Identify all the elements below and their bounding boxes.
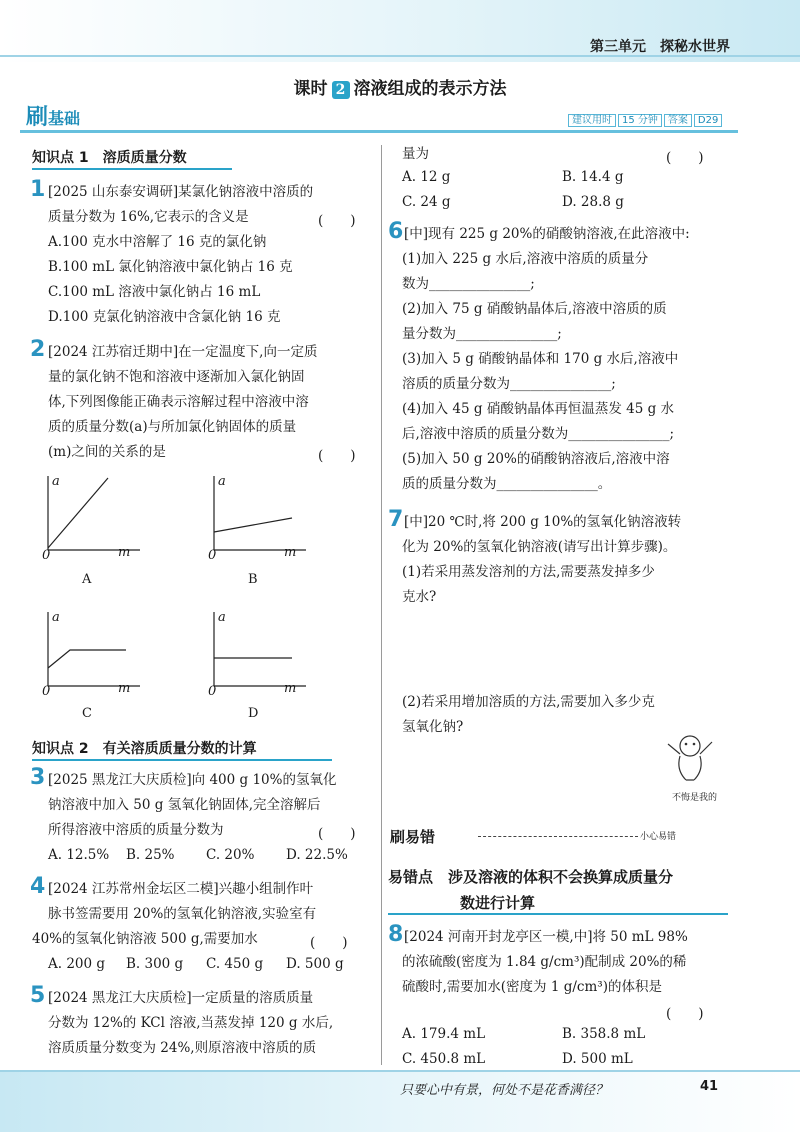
q2-line: 体,下列图像能正确表示溶解过程中溶液中溶 — [48, 394, 309, 410]
section-brush — [26, 100, 80, 131]
graph-b-curve — [214, 518, 292, 532]
q1-option: A.100 克水中溶解了 16 克的氯化钠 — [48, 234, 267, 250]
graph-b-origin: 0 — [208, 548, 217, 563]
q1-line: 质量分数为 16%,它表示的含义是 — [48, 209, 249, 225]
time-value: 15 分钟 — [618, 114, 662, 127]
lesson-prefix: 课时 — [293, 79, 328, 99]
q4-option: A. 200 g — [48, 956, 106, 972]
lesson-title-text: 溶液组成的表示方法 — [353, 79, 507, 99]
q8-line: [2024 河南开封龙亭区一模,中]将 50 mL 98% — [404, 929, 688, 945]
q2-line: [2024 江苏宿迁期中]在一定温度下,向一定质 — [48, 344, 318, 360]
q5-continuation: 量为 — [402, 146, 429, 162]
graph-a — [48, 476, 140, 550]
q6-line[interactable]: 质的质量分数为_______________。 — [402, 476, 612, 492]
q8-option: A. 179.4 mL — [402, 1026, 486, 1042]
q7-line: 化为 20%的氢氧化钠溶液(请写出计算步骤)。 — [402, 539, 677, 555]
err-heading-2: 数进行计算 — [460, 894, 536, 912]
q3-option: A. 12.5% — [48, 847, 110, 863]
answer-label: 答案 — [664, 114, 692, 127]
q3-line: 所得溶液中溶质的质量分数为 — [48, 822, 224, 838]
q7-line: (2)若采用增加溶质的方法,需要加入多少克 — [402, 694, 655, 710]
graph-c-origin: 0 — [42, 684, 51, 699]
footer-motto: 只要心中有景，何处不是花香满径？ — [400, 1083, 609, 1098]
err-brush: 刷易错 — [390, 828, 436, 846]
q2-line: (m)之间的关系的是 — [48, 444, 166, 460]
q6-line[interactable]: 量分数为_______________; — [402, 326, 562, 342]
q8-option: D. 500 mL — [562, 1051, 633, 1067]
q4-line: [2024 江苏常州金坛区二模]兴趣小组制作叶 — [48, 881, 314, 897]
q1-option: B.100 mL 氯化钠溶液中氯化钠占 16 克 — [48, 259, 293, 275]
graph-d-origin: 0 — [208, 684, 217, 699]
q2-answer-paren[interactable]: ( ) — [318, 448, 356, 464]
q8-number: 8 — [388, 922, 404, 947]
q6-line[interactable]: 溶质的质量分数为_______________; — [402, 376, 616, 392]
q5-option: D. 28.8 g — [562, 194, 624, 210]
q3-option: B. 25% — [126, 847, 175, 863]
q2-line: 质的质量分数(a)与所加氯化钠固体的质量 — [48, 419, 297, 435]
err-dashline — [478, 836, 638, 837]
graph-a-ylabel: a — [52, 474, 60, 489]
q6-line: (5)加入 50 g 20%的硝酸钠溶液后,溶液中溶 — [402, 451, 670, 467]
q6-line: (1)加入 225 g 水后,溶液中溶质的质量分 — [402, 251, 649, 267]
q4-number: 4 — [30, 874, 46, 899]
graph-b-label: B — [248, 572, 258, 587]
q6-line: (4)加入 45 g 硝酸钠晶体再恒温蒸发 45 g 水 — [402, 401, 675, 417]
q1-line: [2025 山东泰安调研]某氯化钠溶液中溶质的 — [48, 184, 314, 200]
q6-line: [中]现有 225 g 20%的硝酸钠溶液,在此溶液中: — [404, 226, 690, 242]
err-underline — [388, 913, 728, 915]
q3-number: 3 — [30, 765, 46, 790]
q6-line[interactable]: 数为_______________; — [402, 276, 535, 292]
q7-number: 7 — [388, 507, 404, 532]
q5-answer-paren[interactable]: ( ) — [666, 150, 704, 166]
graph-c-label: C — [82, 706, 92, 721]
brush-sub: 基础 — [48, 109, 81, 128]
graph-c-curve — [48, 650, 126, 668]
page-number: 41 — [700, 1079, 719, 1094]
q8-line: 的浓硫酸(密度为 1.84 g/cm³)配制成 20%的稀 — [402, 954, 687, 970]
q7-line: (1)若采用蒸发溶剂的方法,需要蒸发掉多少 — [402, 564, 655, 580]
q5-option: A. 12 g — [402, 169, 451, 185]
q4-option: D. 500 g — [286, 956, 344, 972]
err-banner — [390, 826, 728, 848]
graph-d-label: D — [248, 706, 259, 721]
graph-b-ylabel: a — [218, 474, 226, 489]
kp2-title: 知识点 2 有关溶质质量分数的计算 — [32, 741, 257, 757]
mascot-caption: 不悔是我的 — [672, 793, 718, 803]
q4-line: 40%的氢氧化钠溶液 500 g,需要加水 — [32, 931, 258, 947]
kp2-underline — [32, 759, 332, 761]
q8-answer-paren[interactable]: ( ) — [666, 1006, 704, 1022]
q1-answer-paren[interactable]: ( ) — [318, 213, 356, 229]
q4-option: B. 300 g — [126, 956, 184, 972]
graph-a-xlabel: m — [118, 545, 131, 560]
q3-option: D. 22.5% — [286, 847, 348, 863]
q4-line: 脉书签需要用 20%的氢氧化钠溶液,实验室有 — [48, 906, 317, 922]
q5-option: B. 14.4 g — [562, 169, 624, 185]
q8-line: 硫酸时,需要加水(密度为 1 g/cm³)的体积是 — [402, 979, 662, 995]
section-divider — [20, 130, 738, 133]
time-label: 建议用时 — [568, 114, 616, 127]
q6-line[interactable]: 后,溶液中溶质的质量分数为_______________; — [402, 426, 675, 442]
graph-b-xlabel: m — [284, 545, 297, 560]
q1-number: 1 — [30, 177, 46, 202]
q5-line: 溶质质量分数变为 24%,则原溶液中溶质的质 — [48, 1040, 317, 1056]
q8-option: C. 450.8 mL — [402, 1051, 486, 1067]
q2-number: 2 — [30, 337, 46, 362]
q6-line: (3)加入 5 g 硝酸钠晶体和 170 g 水后,溶液中 — [402, 351, 679, 367]
q1-option: C.100 mL 溶液中氯化钠占 16 mL — [48, 284, 261, 300]
q3-option: C. 20% — [206, 847, 255, 863]
column-divider — [381, 145, 382, 1065]
time-box — [566, 111, 722, 126]
graph-d-xlabel: m — [284, 681, 297, 696]
q6-number: 6 — [388, 219, 404, 244]
q5-number: 5 — [30, 983, 46, 1008]
graph-a-label: A — [82, 572, 92, 587]
lesson-number: 2 — [332, 81, 350, 99]
brush-char: 刷 — [26, 104, 49, 130]
q7-line: 氢氧化钠? — [402, 719, 464, 735]
graph-b — [214, 476, 306, 550]
q8-option: B. 358.8 mL — [562, 1026, 646, 1042]
mascot-icon — [656, 728, 726, 788]
graph-d-ylabel: a — [218, 610, 226, 625]
kp1-title: 知识点 1 溶质质量分数 — [32, 150, 187, 166]
q7-line: [中]20 ℃时,将 200 g 10%的氢氧化钠溶液转 — [404, 514, 682, 530]
q3-answer-paren[interactable]: ( ) — [318, 826, 356, 842]
unit-label: 第三单元 探秘水世界 — [590, 39, 730, 55]
q6-line: (2)加入 75 g 硝酸钠晶体后,溶液中溶质的质 — [402, 301, 667, 317]
q1-option: D.100 克氯化钠溶液中含氯化钠 16 克 — [48, 309, 281, 325]
q2-graphs — [30, 468, 370, 728]
graph-d — [214, 612, 306, 686]
q3-line: [2025 黑龙江大庆质检]向 400 g 10%的氢氧化 — [48, 772, 337, 788]
err-heading-1: 易错点 涉及溶液的体积不会换算成质量分 — [388, 868, 674, 886]
graph-c-xlabel: m — [118, 681, 131, 696]
graph-c — [48, 612, 140, 686]
err-tag: 小心易错 — [640, 832, 677, 842]
kp1-underline — [32, 168, 232, 170]
q4-option: C. 450 g — [206, 956, 264, 972]
q5-line: [2024 黑龙江大庆质检]一定质量的溶质质量 — [48, 990, 314, 1006]
answer-page: D29 — [694, 114, 722, 127]
q7-line: 克水? — [402, 589, 437, 605]
lesson-title — [0, 74, 800, 99]
q4-answer-paren[interactable]: ( ) — [310, 935, 348, 951]
q3-line: 钠溶液中加入 50 g 氢氧化钠固体,完全溶解后 — [48, 797, 321, 813]
q5-option: C. 24 g — [402, 194, 451, 210]
graph-a-origin: 0 — [42, 548, 51, 563]
graph-c-ylabel: a — [52, 610, 60, 625]
q5-line: 分数为 12%的 KCl 溶液,当蒸发掉 120 g 水后, — [48, 1015, 334, 1031]
q2-line: 量的氯化钠不饱和溶液中逐渐加入氯化钠固 — [48, 369, 305, 385]
